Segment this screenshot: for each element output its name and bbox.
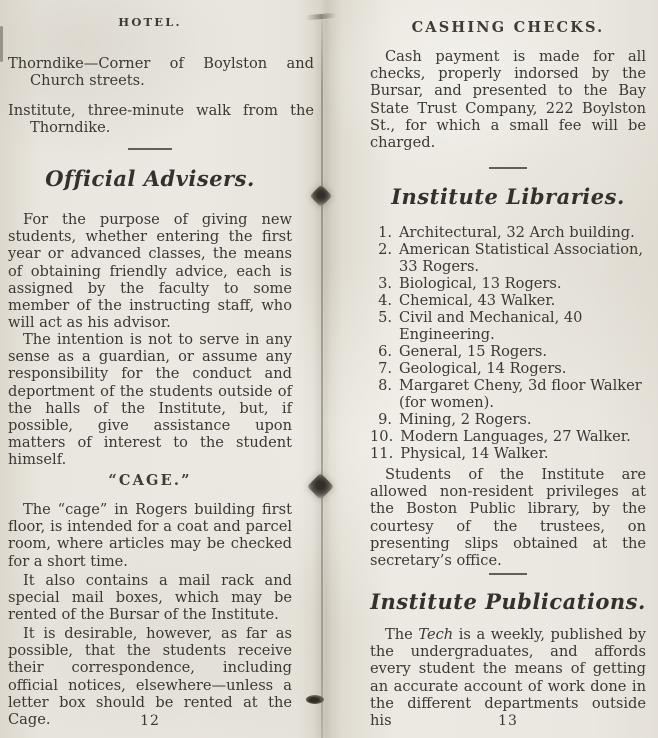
cage-paragraph-3: It is desirable, however, as far as possible, that the students receive their correspondence, including official notices, elsewhere—unless a letter box should be rented at the Cage. [8,625,292,729]
cage-paragraph-1: The “cage” in Rogers building first floor, is intended for a coat and parcel room, where articles may be checked for a short time. [8,501,292,570]
library-item [370,377,646,411]
library-item [370,309,646,343]
section-divider [489,573,527,575]
library-item-text: General, 15 Rogers. [399,343,548,360]
page-edge-mark [0,26,3,62]
heading-institute-libraries: Institute Libraries. [391,184,625,209]
library-item-number: 1. [378,224,392,241]
library-item-text: Mining, 2 Rogers. [399,411,532,428]
library-item-text: Biological, 13 Rogers. [399,275,562,292]
hotel-entry-thorndike: Thorndike—Corner of Boylston and Church streets. [8,54,314,89]
library-item-text: Physical, 14 Walker. [400,445,549,462]
library-item-number: 8. [378,377,392,394]
cashing-checks-paragraph: Cash payment is made for all checks, properly indorsed by the Bursar, and presented to the Bay State Trust Company, 222 Boylston St., for which a small fee will be charged. [370,48,646,152]
section-divider [128,148,172,150]
library-item-number: 9. [378,411,392,428]
heading-cashing-checks: CASHING CHECKS. [411,19,605,36]
library-item-text: Chemical, 43 Walker. [399,292,556,309]
library-item-text: Margaret Cheny, 3d floor Walker (for women). [399,377,642,411]
page-number-right: 13 [498,713,518,729]
publications-text-lead: The [385,626,419,643]
library-item [370,428,646,445]
library-item [370,275,646,292]
running-head-hotel: HOTEL. [118,15,182,29]
library-item-text: Civil and Mechanical, 40 Engineering. [399,309,583,343]
library-item-text: Architectural, 32 Arch building. [399,224,635,241]
library-list [370,224,646,462]
page-right [370,0,646,738]
library-item [370,343,646,360]
heading-institute-publications: Institute Publications. [370,589,646,614]
page-number-left: 12 [140,713,160,729]
library-item-number: 7. [378,360,392,377]
heading-official-advisers: Official Advisers. [45,166,255,191]
library-item [370,411,646,428]
library-item [370,445,646,462]
heading-cage: “CAGE.” [108,472,192,489]
library-item-text: Modern Languages, 27 Walker. [400,428,631,445]
crease-speck-bottom [306,695,324,704]
library-item-number: 3. [378,275,392,292]
library-item-number: 4. [378,292,392,309]
binding-crease [321,16,323,738]
library-item [370,224,646,241]
library-item-number: 2. [378,241,392,258]
library-item-text: Geological, 14 Rogers. [399,360,567,377]
publications-text-rest: is a weekly, published by the undergraduates, and affords every student the means of getting an accurate account of work done in the different departments outside his [370,626,646,730]
library-item-number: 5. [378,309,392,326]
page-left [8,0,314,738]
library-item [370,241,646,275]
library-item [370,360,646,377]
advisers-paragraph-2: The intention is not to serve in any sense as a guardian, or assume any responsibility for the conduct and deportment of the students outside of the halls of the Institute, but, if possible, give assistance upon matters of interest to the student himself. [8,331,292,469]
hotel-entry-institute: Institute, three-minute walk from the Thorndike. [8,101,314,136]
advisers-paragraph-1: For the purpose of giving new students, whether entering the first year or advanced classes, the means of obtaining friendly advice, each is assigned by the faculty to some member of the instructing staff, who will act as his advisor. [8,211,292,332]
library-item [370,292,646,309]
publications-tech-title: Tech [418,626,454,643]
library-item-number: 11. [370,445,394,462]
section-divider [489,167,527,169]
library-item-number: 6. [378,343,392,360]
staple-hole-top [310,185,333,208]
cage-paragraph-2: It also contains a mail rack and special mail boxes, which may be rented of the Bursar of the Institute. [8,572,292,624]
library-item-text: American Statistical Association, 33 Rogers. [399,241,644,275]
staple-hole-middle [307,473,334,500]
library-item-number: 10. [370,428,394,445]
libraries-note: Students of the Institute are allowed non-resident privileges at the Boston Public library, by the courtesy of the trustees, on presenting slips obtained at the secretary’s office. [370,466,646,570]
